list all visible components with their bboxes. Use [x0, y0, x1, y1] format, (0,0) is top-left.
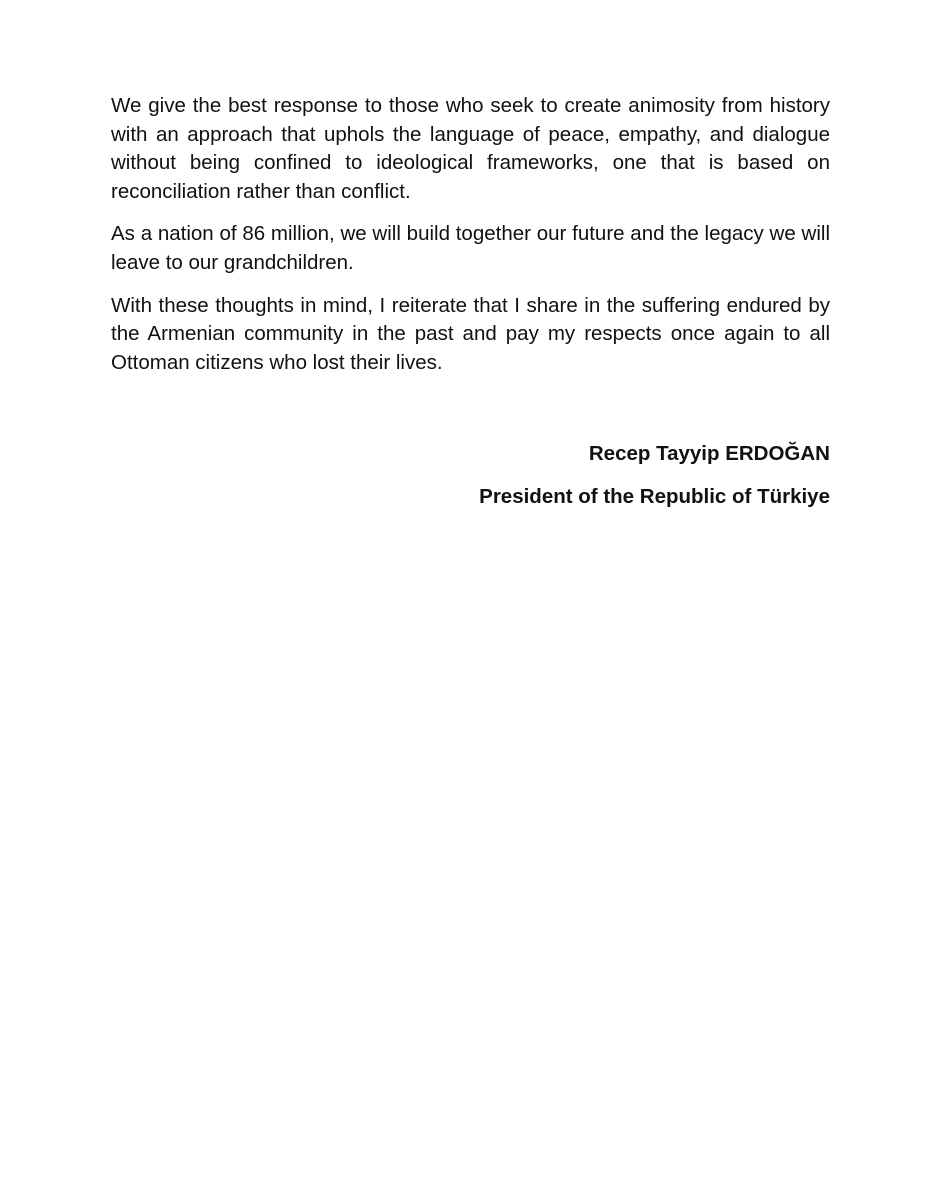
paragraph-nation: As a nation of 86 million, we will build together our future and the legacy we will leave to our grandchildren.: [111, 222, 830, 274]
paragraph-respects: With these thoughts in mind, I reiterate that I share in the suffering endured by the Armenian community in the past and pay my respects once again to all Ottoman citizens who lost their lives.: [111, 293, 830, 374]
signatory-title: President of the Republic of Türkiye: [479, 485, 830, 508]
paragraph-reconciliation: We give the best response to those who seek to create animosity from history with an approach that uphols the language of peace, empathy, and dialogue without being confined to ideological frameworks, one that is based on reconciliation rather than conflict.: [111, 94, 830, 203]
document-body: [111, 92, 830, 391]
signature-block: [479, 440, 830, 511]
signatory-name: Recep Tayyip ERDOĞAN: [588, 442, 830, 465]
